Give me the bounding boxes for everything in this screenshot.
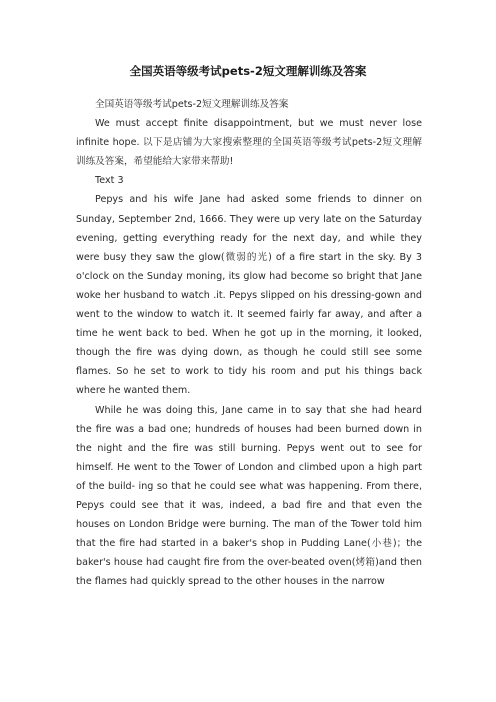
paragraph-intro: We must accept finite disappointment, but we must never lose infinite hope. 以下是店铺为大家搜索整理的全国英语等级考试pets-2短文理解训练及答案，希望能给大家带来帮助! <box>76 118 422 168</box>
paragraph-body-2: While he was doing this, Jane came in to say that she had heard the fire was a bad one; hundreds of houses had been burned down in the night and the fire was still burning. Pepys went out to see for himself. He went to the Tower of London and climbed upon a high part of the build- ing so that he could see what was happening. From there, Pepys could see that it was, indeed, a bad fire and that even the houses on London Bridge were burning. The man of the Tower told him that the fire had started in a baker's shop in Pudding Lane(小巷)；the baker's house had caught fire from the over-beated oven(烤箱)and then the flames had quickly spread to the other houses in the narrow <box>76 404 422 588</box>
paragraph-body-1: Pepys and his wife Jane had asked some friends to dinner on Sunday, September 2nd, 1666. They were up very late on the Saturday evening, getting everything ready for the next day, and while they were busy they saw the glow(微弱的光) of a fire start in the sky. By 3 o'clock on the Sunday moning, its glow had become so bright that Jane woke her husband to watch .it. Pepys slipped on his dressing-gown and went to the window to watch it. It seemed fairly far away, and after a time he went back to bed. When he got up in the morning, it looked, though the fire was dying down, as though he could still see some flames. So he set to work to tidy his room and put his things back where he wanted them. <box>76 194 422 397</box>
document-body <box>76 95 422 591</box>
paragraph-subtitle: 全国英语等级考试pets-2短文理解训练及答案 <box>95 99 289 110</box>
paragraph-text-heading: Text 3 <box>95 175 124 187</box>
document-title: 全国英语等级考试pets-2短文理解训练及答案 <box>129 64 367 78</box>
